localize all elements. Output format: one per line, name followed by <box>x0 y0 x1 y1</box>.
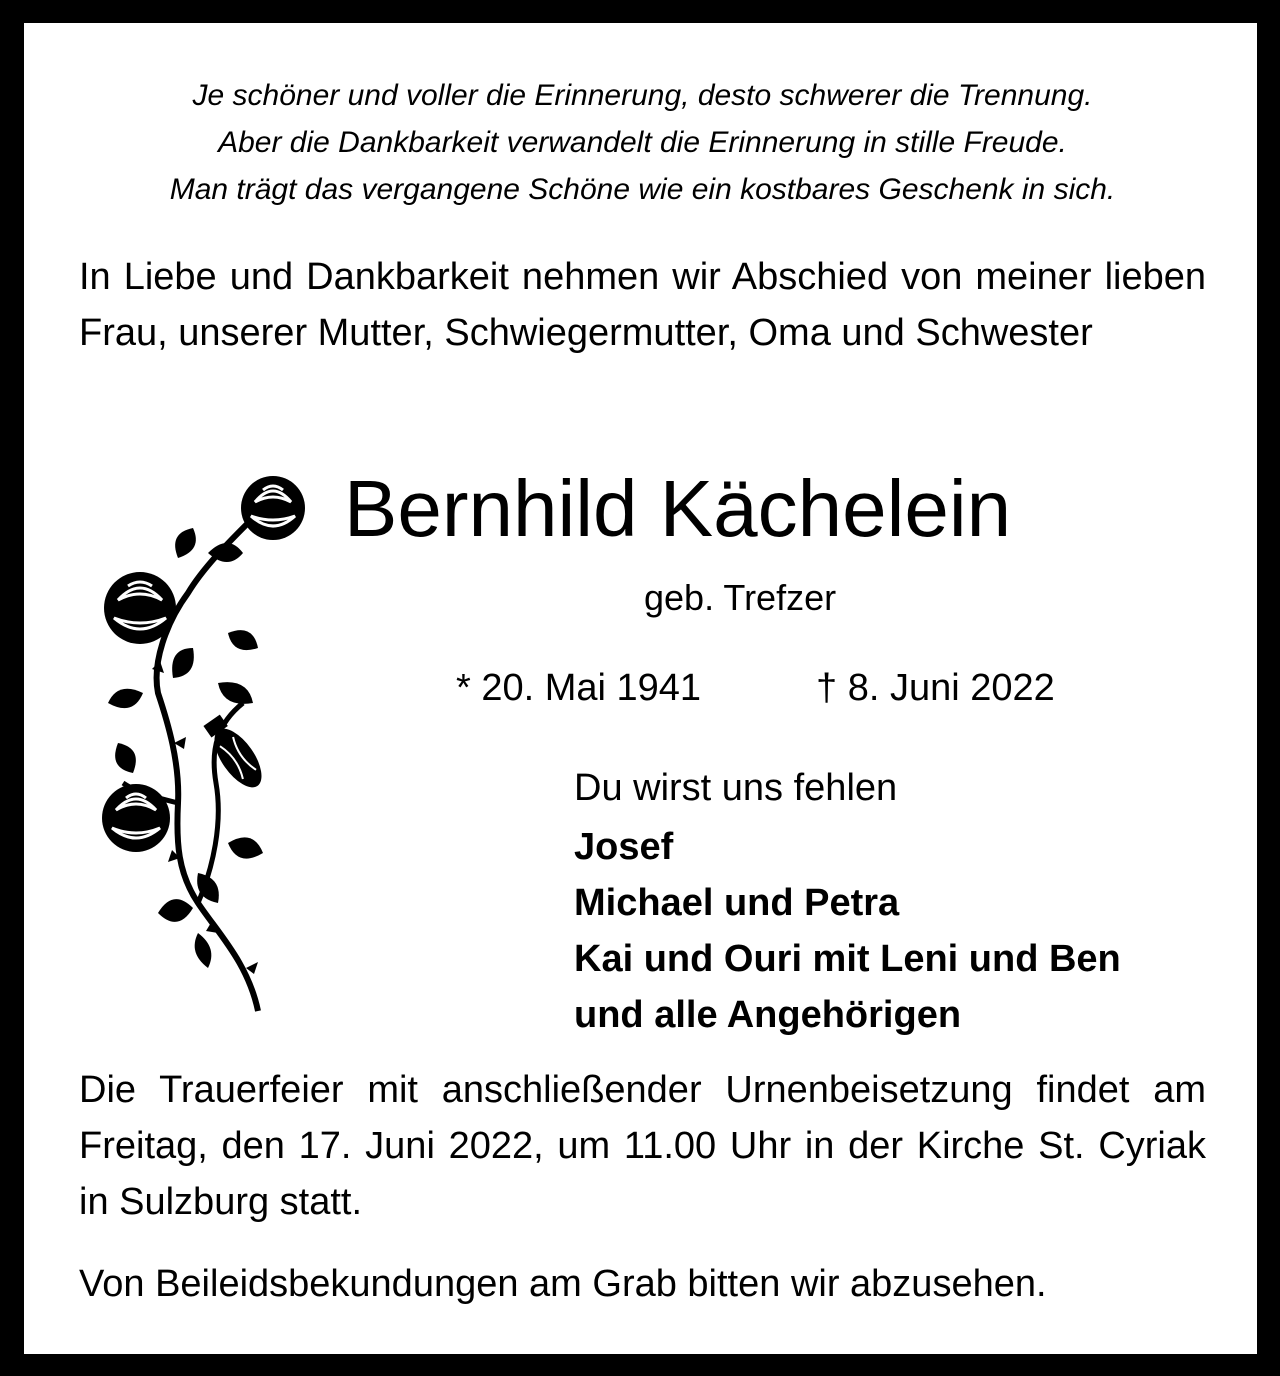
deceased-name: Bernhild Kächelein <box>344 464 1012 553</box>
obituary-notice <box>22 21 1259 1356</box>
condolence-note: Von Beileidsbekundungen am Grab bitten wir abzusehen. <box>79 1263 1047 1305</box>
service-details: Die Trauerfeier mit anschließender Urnenbeisetzung findet am Freitag, den 17. Juni 2022, um 11.00 Uhr in der Kirche St. Cyriak in Sulzburg statt. <box>79 1069 1206 1223</box>
mourners-list <box>574 819 1121 1043</box>
quote-line: Man trägt das vergangene Schöne wie ein kostbares Geschenk in sich. <box>169 173 1116 206</box>
birth-name: geb. Trefzer <box>644 577 837 618</box>
mourners-heading: Du wirst uns fehlen <box>574 767 898 809</box>
farewell-intro: In Liebe und Dankbarkeit nehmen wir Abschied von meiner lieben Frau, unserer Mutter, Schwiegermutter, Oma und Schwester <box>79 256 1206 354</box>
quote-line: Je schöner und voller die Erinnerung, desto schwerer die Trennung. <box>192 79 1093 112</box>
mourner-name: Josef <box>574 826 674 868</box>
birth-date: * 20. Mai 1941 <box>456 667 702 709</box>
death-date: † 8. Juni 2022 <box>816 667 1055 709</box>
quote-line: Aber die Dankbarkeit verwandelt die Erinnerung in stille Freude. <box>218 126 1067 159</box>
rose-icon <box>78 463 308 1023</box>
memorial-quote <box>24 72 1261 213</box>
mourner-name: und alle Angehörigen <box>574 994 962 1036</box>
mourner-name: Michael und Petra <box>574 882 900 924</box>
mourner-name: Kai und Ouri mit Leni und Ben <box>574 938 1121 980</box>
